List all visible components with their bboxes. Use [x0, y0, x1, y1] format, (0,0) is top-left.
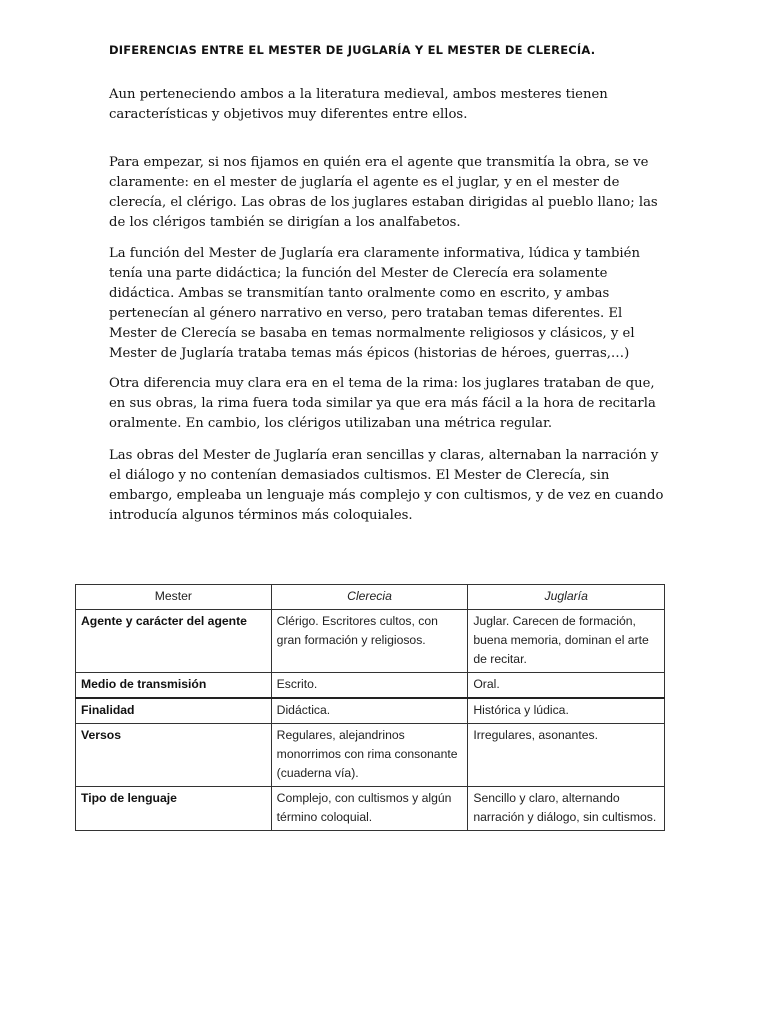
table-row-label: Versos — [76, 724, 272, 787]
table-row-label: Agente y carácter del agente — [76, 610, 272, 673]
table-cell: Didáctica. — [271, 698, 468, 724]
table-cell: Histórica y lúdica. — [468, 698, 665, 724]
table-row — [76, 698, 665, 724]
table-cell: Regulares, alejandrinos monorrimos con rima consonante (cuaderna vía). — [271, 724, 468, 787]
table-cell: Irregulares, asonantes. — [468, 724, 665, 787]
table-row — [76, 673, 665, 699]
table-row-label: Tipo de lenguaje — [76, 787, 272, 831]
table-cell: Clérigo. Escritores cultos, con gran formación y religiosos. — [271, 610, 468, 673]
table-cell: Oral. — [468, 673, 665, 699]
document-title: DIFERENCIAS ENTRE EL MESTER DE JUGLARÍA Y EL MESTER DE CLERECÍA. — [109, 43, 596, 57]
table-cell: Juglar. Carecen de formación, buena memoria, dominan el arte de recitar. — [468, 610, 665, 673]
paragraph-function: La función del Mester de Juglaría era claramente informativa, lúdica y también tenía una parte didáctica; la función del Mester de Clerecía era solamente didáctica. Ambas se transmitían tanto oralmente como en escrito, y ambas pertenecían al género narrativo en verso, pero trataban temas diferentes. El Mester de Clerecía se basaba en temas normalmente religiosos y clásicos, y el Mester de Juglaría trataba temas más épicos (historias de héroes, guerras,…) — [109, 246, 640, 361]
paragraph-language: Las obras del Mester de Juglaría eran sencillas y claras, alternaban la narración y el diálogo y no contenían demasiados cultismos. El Mester de Clerecía, sin embargo, empleaba un lenguaje más complejo y con cultismos, y de vez en cuando introducía algunos términos más coloquiales. — [109, 448, 664, 523]
table-row-label: Medio de transmisión — [76, 673, 272, 699]
table-row-label: Finalidad — [76, 698, 272, 724]
table-row — [76, 610, 665, 673]
paragraph-rhyme: Otra diferencia muy clara era en el tema de la rima: los juglares trataban de que, en sus obras, la rima fuera toda similar ya que era más fácil a la hora de recitarla oralmente. En cambio, los clérigos utilizaban una métrica regular. — [109, 376, 656, 431]
table-header-clerecia: Clerecia — [271, 585, 468, 610]
table-header-row — [76, 585, 665, 610]
table-cell: Escrito. — [271, 673, 468, 699]
table-cell: Sencillo y claro, alternando narración y diálogo, sin cultismos. — [468, 787, 665, 831]
paragraph-intro: Aun perteneciendo ambos a la literatura medieval, ambos mesteres tienen características y objetivos muy diferentes entre ellos. — [109, 87, 608, 122]
comparison-table — [75, 584, 665, 831]
table-row — [76, 724, 665, 787]
table-row — [76, 787, 665, 831]
table-cell: Complejo, con cultismos y algún término coloquial. — [271, 787, 468, 831]
table-header-mester: Mester — [76, 585, 272, 610]
table-header-juglaria: Juglaría — [468, 585, 665, 610]
paragraph-agent: Para empezar, si nos fijamos en quién era el agente que transmitía la obra, se ve claramente: en el mester de juglaría el agente es el juglar, y en el mester de clerecía, el clérigo. Las obras de los juglares estaban dirigidas al pueblo llano; las de los clérigos también se dirigían a los analfabetos. — [109, 155, 658, 230]
